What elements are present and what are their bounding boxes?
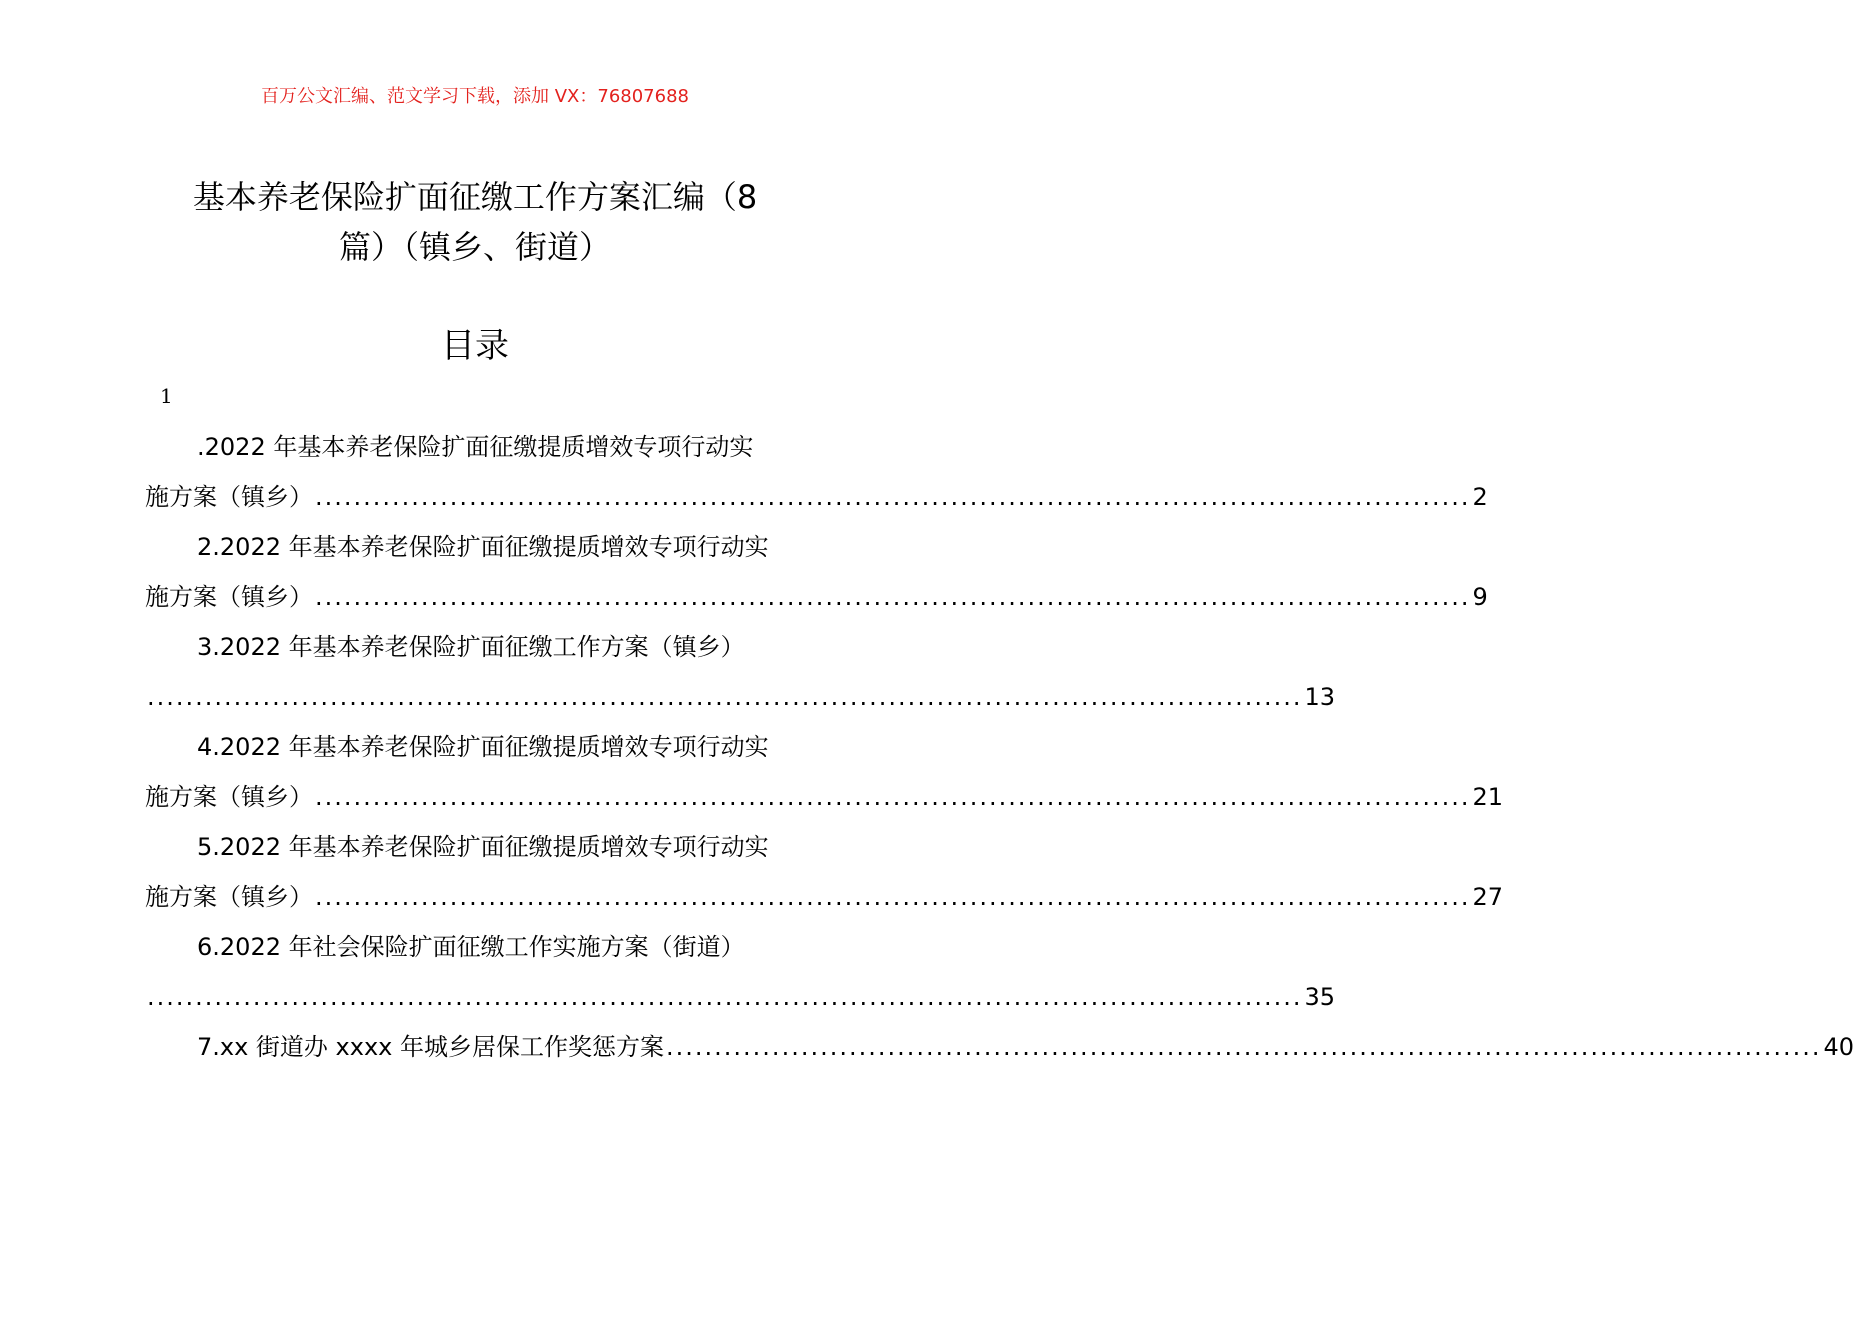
toc-page-number: 2 bbox=[1472, 483, 1488, 511]
dot-leader: ........................................................................................................................ bbox=[315, 883, 1471, 911]
toc-page-number: 27 bbox=[1472, 883, 1504, 911]
toc-entry-title: 5.2022 年基本养老保险扩面征缴提质增效专项行动实 bbox=[197, 833, 769, 861]
title-line-1: 基本养老保险扩面征缴工作方案汇编（8 bbox=[192, 178, 758, 216]
document-title bbox=[140, 172, 810, 272]
toc-entry-title: .2022 年基本养老保险扩面征缴提质增效专项行动实 bbox=[197, 433, 754, 461]
toc-page-number: 21 bbox=[1472, 783, 1504, 811]
table-of-contents bbox=[145, 422, 1854, 1072]
title-line-2: 篇）（镇乡、街道） bbox=[338, 228, 611, 266]
dot-leader: ........................................................................................................................ bbox=[147, 983, 1303, 1011]
toc-entry-4[interactable] bbox=[145, 722, 1504, 822]
toc-entry-title: 4.2022 年基本养老保险扩面征缴提质增效专项行动实 bbox=[197, 733, 769, 761]
toc-entry-1[interactable] bbox=[145, 422, 1488, 522]
toc-entry-title: 7.xx 街道办 xxxx 年城乡居保工作奖惩方案 bbox=[197, 1033, 665, 1061]
toc-entry-7[interactable] bbox=[145, 1022, 1854, 1072]
toc-entry-title-cont: 施方案（镇乡） bbox=[145, 783, 313, 811]
toc-entry-title: 2.2022 年基本养老保险扩面征缴提质增效专项行动实 bbox=[197, 533, 769, 561]
toc-entry-title: 6.2022 年社会保险扩面征缴工作实施方案（街道） bbox=[197, 933, 745, 961]
toc-entry-title-cont: 施方案（镇乡） bbox=[145, 483, 313, 511]
toc-entry-3[interactable] bbox=[145, 622, 1336, 722]
toc-page-number: 9 bbox=[1472, 583, 1488, 611]
toc-entry-title-cont: 施方案（镇乡） bbox=[145, 583, 313, 611]
dot-leader: ........................................................................................................................ bbox=[147, 683, 1303, 711]
dot-leader: ........................................................................................................................ bbox=[666, 1033, 1822, 1061]
dot-leader: ........................................................................................................................ bbox=[315, 483, 1471, 511]
toc-entry-6[interactable] bbox=[145, 922, 1336, 1022]
toc-page-number: 40 bbox=[1823, 1033, 1854, 1061]
dot-leader: ........................................................................................................................ bbox=[315, 783, 1471, 811]
toc-entry-title-cont: 施方案（镇乡） bbox=[145, 883, 313, 911]
toc-page-number: 35 bbox=[1304, 983, 1336, 1011]
watermark-header: 百万公文汇编、范文学习下载，添加 VX：76807688 bbox=[261, 86, 689, 107]
toc-entry-title: 3.2022 年基本养老保险扩面征缴工作方案（镇乡） bbox=[197, 633, 745, 661]
stray-number: 1 bbox=[160, 384, 173, 408]
toc-page-number: 13 bbox=[1304, 683, 1336, 711]
dot-leader: ........................................................................................................................ bbox=[315, 583, 1471, 611]
toc-entry-5[interactable] bbox=[145, 822, 1504, 922]
toc-heading: 目录 bbox=[441, 326, 509, 366]
toc-entry-2[interactable] bbox=[145, 522, 1488, 622]
